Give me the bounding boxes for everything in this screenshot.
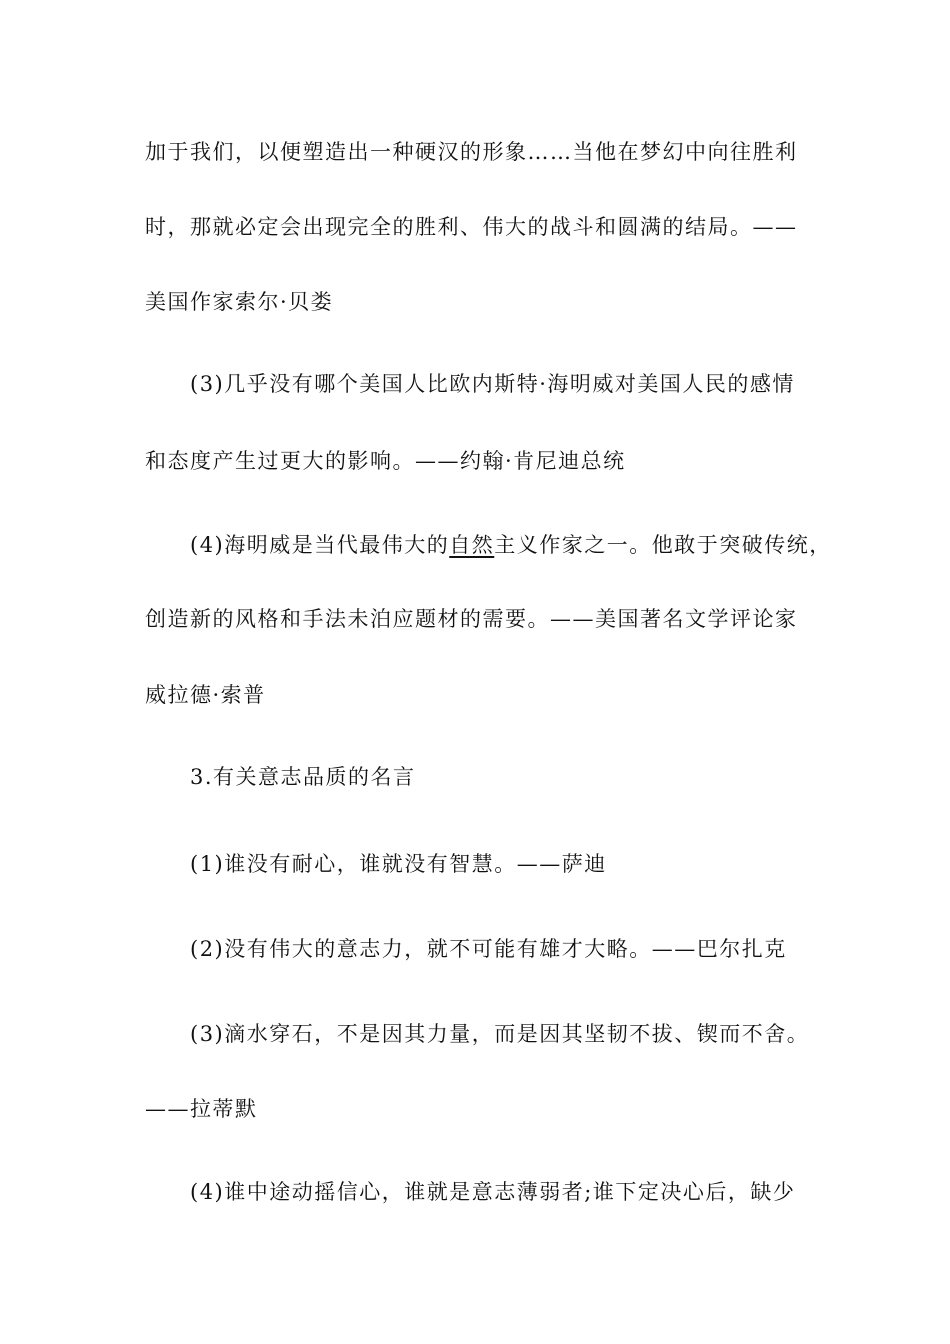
text-line-6-before: (4)海明威是当代最伟大的 xyxy=(190,533,450,557)
text-line-4: (3)几乎没有哪个美国人比欧内斯特·海明威对美国人民的感情 xyxy=(190,372,795,396)
text-line-11: (2)没有伟大的意志力，就不可能有雄才大略。——巴尔扎克 xyxy=(190,937,787,961)
text-line-7: 创造新的风格和手法未泊应题材的需要。——美国著名文学评论家 xyxy=(145,607,798,631)
text-line-2: 时，那就必定会出现完全的胜利、伟大的战斗和圆满的结局。—— xyxy=(145,215,798,239)
text-line-3: 美国作家索尔·贝娄 xyxy=(145,290,334,314)
text-line-6 xyxy=(190,531,832,559)
text-line-8: 威拉德·索普 xyxy=(145,683,266,707)
underlined-word: 自然 xyxy=(449,533,495,557)
text-line-6-after: 主义作家之一。他敢于突破传统， xyxy=(494,533,832,557)
section-heading: 3.有关意志品质的名言 xyxy=(190,765,416,789)
text-line-10: (1)谁没有耐心，谁就没有智慧。——萨迪 xyxy=(190,852,607,876)
text-line-1: 加于我们，以便塑造出一种硬汉的形象……当他在梦幻中向往胜利 xyxy=(145,140,798,164)
text-line-14: (4)谁中途动摇信心，谁就是意志薄弱者;谁下定决心后，缺少 xyxy=(190,1180,796,1204)
text-line-5: 和态度产生过更大的影响。——约翰·肯尼迪总统 xyxy=(145,449,626,473)
text-line-12: (3)滴水穿石，不是因其力量，而是因其坚韧不拔、锲而不舍。 xyxy=(190,1022,810,1046)
text-line-13: ——拉蒂默 xyxy=(145,1097,258,1121)
